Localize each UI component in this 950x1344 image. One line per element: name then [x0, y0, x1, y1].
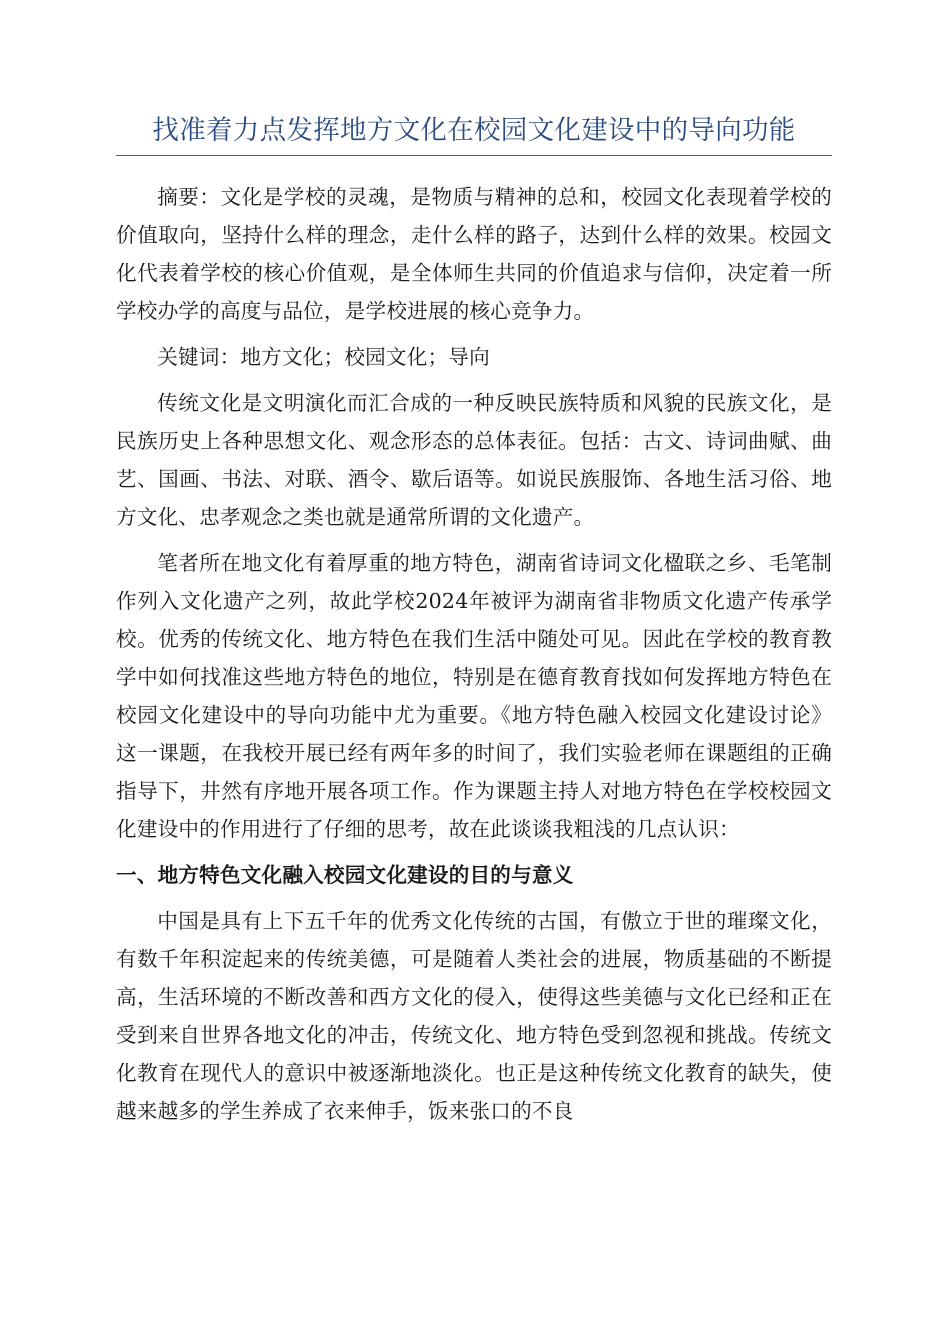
abstract-paragraph: 摘要：文化是学校的灵魂，是物质与精神的总和，校园文化表现着学校的价值取向，坚持什么样的理念，走什么样的路子，达到什么样的效果。校园文化代表着学校的核心价值观，是全体师生共同的价值追求与信仰，决定着一所学校办学的高度与品位，是学校进展的核心竞争力。 [116, 185, 832, 323]
paragraph-gap [116, 894, 832, 902]
paragraph-gap [116, 536, 832, 544]
body-paragraph-2: 笔者所在地文化有着厚重的地方特色，湖南省诗词文化楹联之乡、毛笔制作列入文化遗产之列，故此学校2024年被评为湖南省非物质文化遗产传承学校。优秀的传统文化、地方特色在我们生活中随处可见。因此在学校的教育教学中如何找准这些地方特色的地位，特别是在德育教育找如何发挥地方特色在校园文化建设中的导向功能中尤为重要。《地方特色融入校园文化建设讨论》这一课题，在我校开展已经有两年多的时间了，我们实验老师在课题组的正确指导下，井然有序地开展各项工作。作为课题主持人对地方特色在学校校园文化建设中的作用进行了仔细的思考，故在此谈谈我粗浅的几点认识： [116, 551, 832, 841]
paragraph-gap [116, 330, 832, 338]
paragraph-gap [116, 376, 832, 384]
document-title: 找准着力点发挥地方文化在校园文化建设中的导向功能 [116, 108, 832, 156]
body-paragraph-3: 中国是具有上下五千年的优秀文化传统的古国，有傲立于世的璀璨文化，有数千年积淀起来的传统美德，可是随着人类社会的进展，物质基础的不断提高，生活环境的不断改善和西方文化的侵入，使得这些美德与文化已经和正在受到来自世界各地文化的冲击，传统文化、地方特色受到忽视和挑战。传统文化教育在现代人的意识中被逐渐地淡化。也正是这种传统文化教育的缺失，使越来越多的学生养成了衣来伸手，饭来张口的不良 [116, 909, 832, 1123]
paragraph-gap [116, 848, 832, 856]
body-paragraph-1: 传统文化是文明演化而汇合成的一种反映民族特质和风貌的民族文化，是民族历史上各种思想文化、观念形态的总体表征。包括：古文、诗词曲赋、曲艺、国画、书法、对联、酒令、歇后语等。如说民族服饰、各地生活习俗、地方文化、忠孝观念之类也就是通常所谓的文化遗产。 [116, 391, 832, 529]
keywords-line: 关键词：地方文化；校园文化；导向 [157, 345, 490, 369]
section-heading-1: 一、地方特色文化融入校园文化建设的目的与意义 [116, 863, 574, 887]
document-page [116, 108, 832, 1130]
